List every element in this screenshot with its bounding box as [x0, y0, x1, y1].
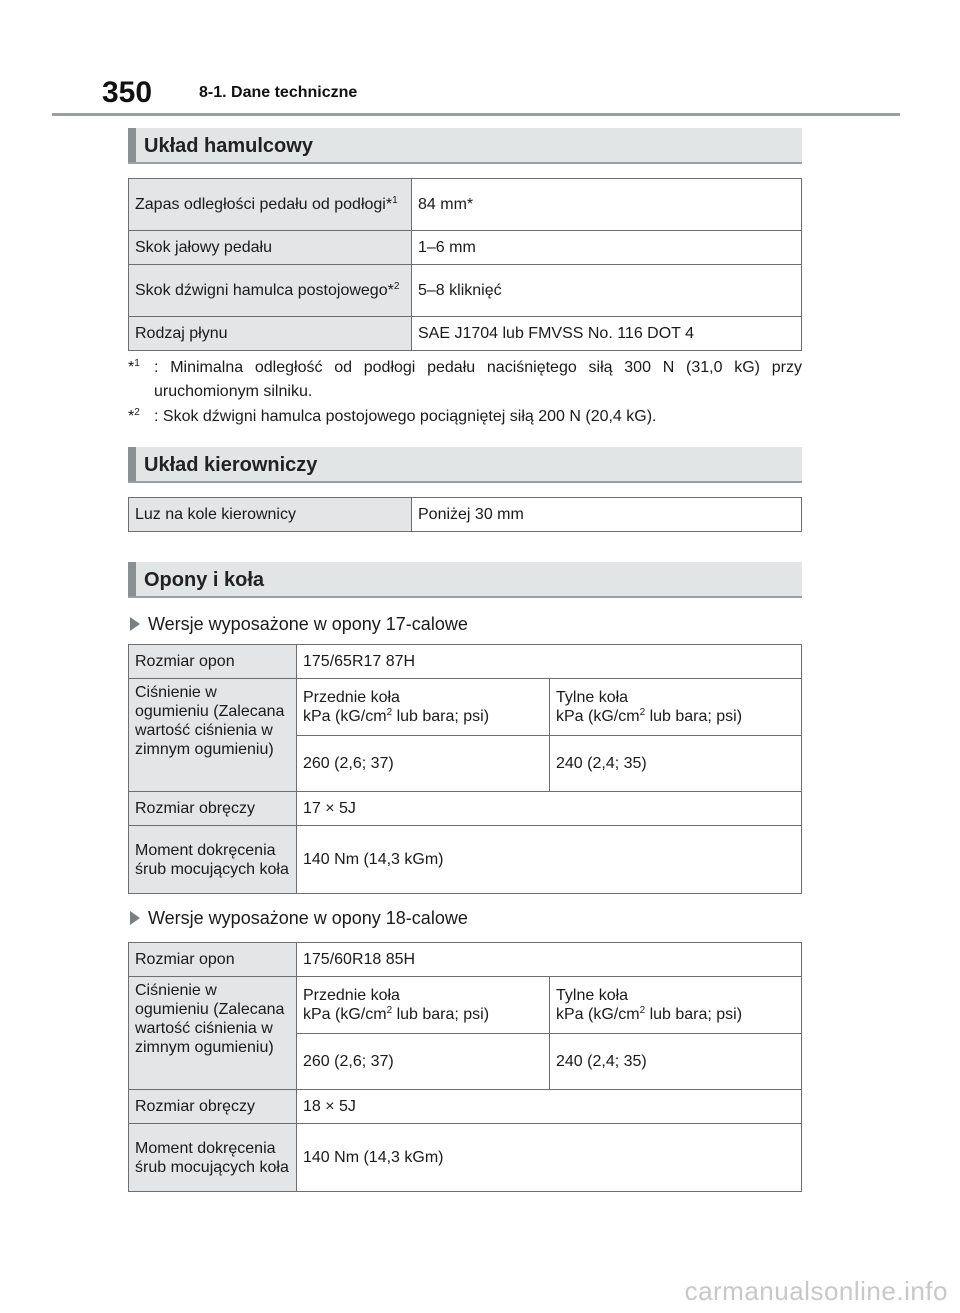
table-value-cell: 84 mm*: [412, 179, 802, 231]
steering-table: [128, 497, 802, 532]
header-divider: [52, 113, 900, 116]
table-row: [129, 645, 802, 679]
footnote-1: [128, 356, 802, 404]
table-value-cell: 240 (2,4; 35): [550, 1034, 802, 1090]
table-label-cell: Zapas odległości pedału od podłogi*$^1$: [129, 179, 412, 231]
table-label-cell: Rozmiar obręczy: [129, 1090, 297, 1124]
table-label-cell: Rodzaj płynu: [129, 317, 412, 351]
table-value-cell: 175/65R17 87H: [297, 645, 802, 679]
table-label-cell: Rozmiar opon: [129, 943, 297, 977]
table-label-cell: Ciśnienie w ogumieniu (Zalecana wartość ciśnienia w zimnym ogumieniu): [129, 977, 297, 1090]
table-value-cell: 17 × 5J: [297, 792, 802, 826]
table-header-cell: Przednie koła kPa ($kG/cm^2$ lub bara; psi): [297, 977, 550, 1034]
table-label-cell: Skok dźwigni hamulca postojowego*$^2$: [129, 265, 412, 317]
table-row: [129, 679, 802, 736]
table-header-cell: Przednie koła kPa ($kG/cm^2$ lub bara; psi): [297, 679, 550, 736]
section-heading-bar: [128, 128, 136, 162]
table-value-cell: SAE J1704 lub FMVSS No. 116 DOT 4: [412, 317, 802, 351]
section-heading-bar: [128, 447, 136, 481]
table-value-cell: 18 × 5J: [297, 1090, 802, 1124]
table-label-cell: Moment dokręcenia śrub mocujących koła: [129, 1124, 297, 1192]
table-row: [129, 231, 802, 265]
section-heading-text: Układ hamulcowy: [144, 135, 313, 157]
watermark: carmanualsonline.info: [684, 1276, 948, 1306]
section-heading-bar: [128, 562, 136, 596]
table-row: [129, 498, 802, 532]
table-value-cell: 260 (2,6; 37): [297, 1034, 550, 1090]
footnote-text: : Skok dźwigni hamulca postojowego pociągniętej siłą 200 N (20,4 kG).: [154, 408, 657, 425]
table-value-cell: 240 (2,4; 35): [550, 736, 802, 792]
table-row: [129, 265, 802, 317]
section-heading-text: Układ kierowniczy: [144, 454, 318, 476]
table-value-cell: 5–8 kliknięć: [412, 265, 802, 317]
table-row: [129, 1090, 802, 1124]
table-label-cell: Rozmiar obręczy: [129, 792, 297, 826]
section-heading-steering: [128, 447, 802, 483]
table-value-cell: 1–6 mm: [412, 231, 802, 265]
table-row: [129, 943, 802, 977]
table-label-cell: Rozmiar opon: [129, 645, 297, 679]
section-heading-text: Opony i koła: [144, 569, 265, 591]
bullet-triangle-icon: [130, 911, 140, 925]
table-header-cell: Tylne koła kPa ($kG/cm^2$ lub bara; psi): [550, 679, 802, 736]
table-label-cell: Luz na kole kierownicy: [129, 498, 412, 532]
tyre-table-18: [128, 942, 802, 1192]
table-row: [129, 826, 802, 894]
table-label-cell: Moment dokręcenia śrub mocujących koła: [129, 826, 297, 894]
section-heading-brakes: [128, 128, 802, 164]
footnote-2: [128, 405, 802, 429]
footnote-marker: *$^1$: [128, 358, 140, 376]
page-number: 350: [102, 76, 153, 109]
table-value-cell: 140 Nm (14,3 kGm): [297, 826, 802, 894]
variant-heading-17: Wersje wyposażone w opony 17-calowe: [130, 614, 468, 635]
table-value-cell: 175/60R18 85H: [297, 943, 802, 977]
chapter-title: 8-1. Dane techniczne: [199, 84, 358, 101]
table-label-cell: Skok jałowy pedału: [129, 231, 412, 265]
table-value-cell: 260 (2,6; 37): [297, 736, 550, 792]
bullet-triangle-icon: [130, 617, 140, 631]
table-row: [129, 317, 802, 351]
table-value-cell: 140 Nm (14,3 kGm): [297, 1124, 802, 1192]
section-heading-tyres: [128, 562, 802, 598]
table-row: [129, 792, 802, 826]
table-label-cell: Ciśnienie w ogumieniu (Zalecana wartość ciśnienia w zimnym ogumieniu): [129, 679, 297, 792]
footnote-text: : Minimalna odległość od podłogi pedału naciśniętego siłą 300 N (31,0 kG) przy uruchomionym silniku.: [154, 359, 802, 400]
table-row: [129, 1124, 802, 1192]
tyre-table-17: [128, 644, 802, 894]
table-value-cell: Poniżej 30 mm: [412, 498, 802, 532]
variant-heading-18: Wersje wyposażone w opony 18-calowe: [130, 908, 468, 929]
footnote-marker: *$^2$: [128, 407, 140, 425]
table-row: [129, 977, 802, 1034]
table-header-cell: Tylne koła kPa ($kG/cm^2$ lub bara; psi): [550, 977, 802, 1034]
brakes-table: [128, 178, 802, 351]
table-row: [129, 179, 802, 231]
